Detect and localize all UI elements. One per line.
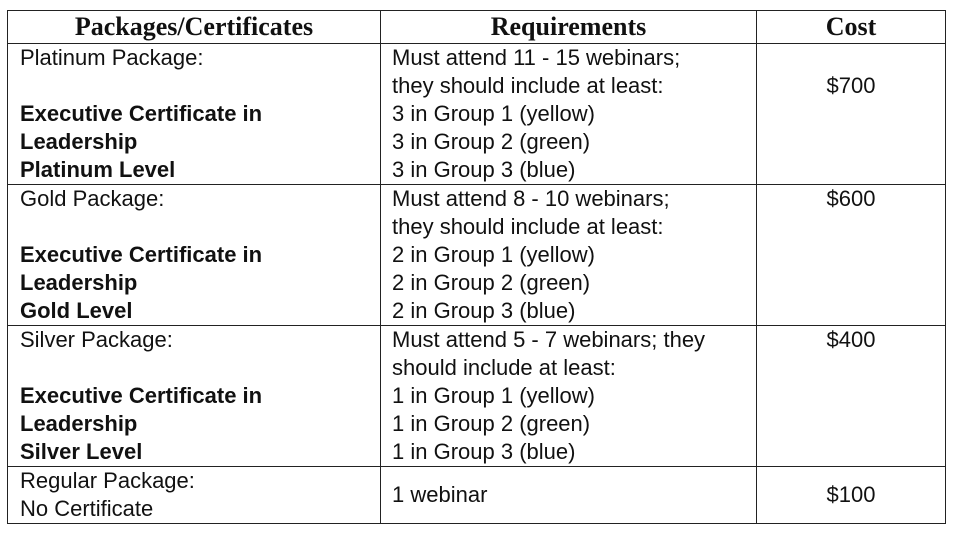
table-row-gold	[8, 185, 946, 326]
package-cell	[8, 326, 381, 467]
package-name: Regular Package:	[20, 468, 195, 493]
requirements-cell	[381, 467, 757, 524]
requirement-line: Must attend 5 - 7 webinars; they	[392, 327, 706, 352]
certificate-line: Executive Certificate in	[20, 383, 263, 408]
header-requirements: Requirements	[381, 11, 757, 44]
package-name: Platinum Package:	[20, 45, 204, 70]
requirements-cell	[381, 185, 757, 326]
certificate-level: Gold Level	[20, 298, 133, 323]
requirements-cell	[381, 44, 757, 185]
packages-table-wrapper	[7, 10, 945, 524]
certificate-line: Leadership	[20, 270, 138, 295]
package-cell	[8, 185, 381, 326]
table-row-silver	[8, 326, 946, 467]
package-name: Gold Package:	[20, 186, 165, 211]
cost-cell	[757, 44, 946, 185]
requirement-line: 2 in Group 1 (yellow)	[392, 242, 595, 267]
cost-value: $100	[826, 482, 876, 507]
requirements-cell	[381, 326, 757, 467]
certificate-line: Leadership	[20, 129, 138, 154]
certificate-line: Leadership	[20, 411, 138, 436]
package-note: No Certificate	[20, 496, 154, 521]
header-packages: Packages/Certificates	[8, 11, 381, 44]
requirement-line: they should include at least:	[392, 73, 664, 98]
requirement-line: they should include at least:	[392, 214, 664, 239]
package-name: Silver Package:	[20, 327, 173, 352]
requirement-line: 3 in Group 2 (green)	[392, 129, 591, 154]
table-header-row	[8, 11, 946, 44]
header-cost: Cost	[757, 11, 946, 44]
package-cell	[8, 44, 381, 185]
requirement-line: 2 in Group 2 (green)	[392, 270, 591, 295]
requirement-line: 1 in Group 3 (blue)	[392, 439, 576, 464]
requirement-line: should include at least:	[392, 355, 616, 380]
requirement-line: 3 in Group 3 (blue)	[392, 157, 576, 182]
requirement-line: 1 in Group 2 (green)	[392, 411, 591, 436]
requirement-line: 3 in Group 1 (yellow)	[392, 101, 595, 126]
requirement-line: Must attend 11 - 15 webinars;	[392, 45, 681, 70]
cost-cell	[757, 467, 946, 524]
package-cell	[8, 467, 381, 524]
cost-value: $400	[826, 327, 876, 352]
cost-value: $700	[826, 73, 876, 98]
requirement-line: 1 in Group 1 (yellow)	[392, 383, 595, 408]
certificate-level: Platinum Level	[20, 157, 176, 182]
cost-cell	[757, 185, 946, 326]
table-row-regular	[8, 467, 946, 524]
cost-value: $600	[826, 186, 876, 211]
certificate-level: Silver Level	[20, 439, 143, 464]
cost-cell	[757, 326, 946, 467]
packages-table	[7, 10, 946, 524]
certificate-line: Executive Certificate in	[20, 242, 263, 267]
certificate-line: Executive Certificate in	[20, 101, 263, 126]
requirement-line: 1 webinar	[392, 482, 488, 507]
requirement-line: Must attend 8 - 10 webinars;	[392, 186, 670, 211]
requirement-line: 2 in Group 3 (blue)	[392, 298, 576, 323]
table-row-platinum	[8, 44, 946, 185]
